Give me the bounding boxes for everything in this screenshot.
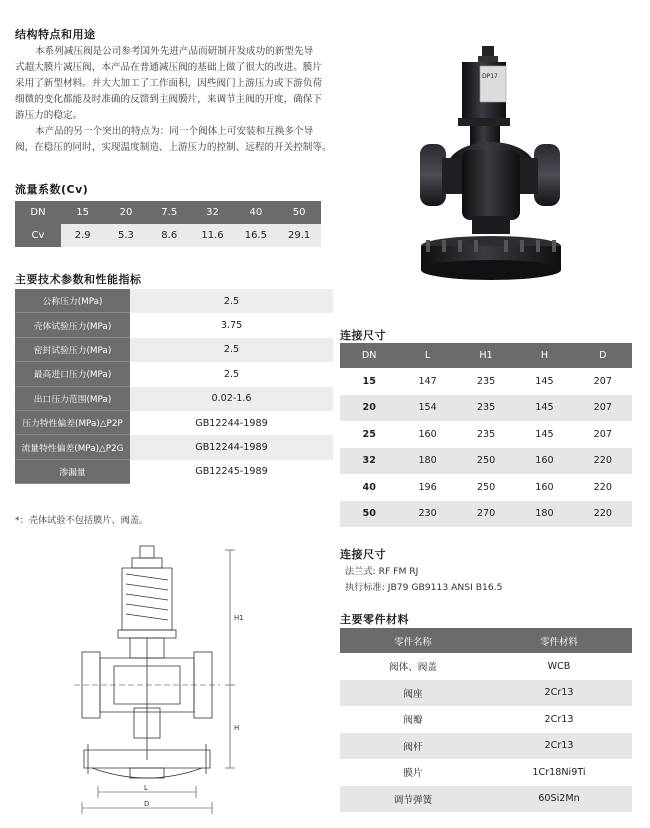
features-paragraph [15,44,335,156]
table-cell: 235 [476,402,496,414]
table-cell: WCB [547,660,571,672]
features-line: 本产品的另一个突出的特点为：同一个阀体上可安装和互换多个导 [35,126,314,137]
parts-table [340,628,632,812]
table-cell: 160 [535,455,554,467]
flow-label-dn: DN [30,207,46,218]
table-cell: 207 [593,428,612,440]
table-row [340,680,632,707]
table-cell: 50 [362,508,376,520]
features-title: 结构特点和用途 [15,28,96,41]
specs-row [15,313,333,337]
specs-value: 2.5 [223,344,240,356]
table-cell: 145 [535,375,554,387]
table-cell: 阀瓣 [403,715,423,727]
connection-header-cell: H [540,350,549,361]
flow-cell: 11.6 [201,230,224,241]
flow-cell: 15 [76,207,90,218]
table-cell: 阀杆 [403,741,423,753]
table-row [340,448,632,475]
product-photo [412,40,570,300]
technical-drawing [70,540,250,820]
specs-value: 2.5 [223,295,240,307]
table-cell: 膜片 [403,768,423,780]
features-line: 游压力的稳定。 [15,110,83,121]
connection-table [340,343,632,527]
table-cell: 阀座 [403,688,423,700]
connection-header-cell: D [599,350,607,361]
specs-note: *：壳体试验不包括膜片、阀盖。 [15,515,149,526]
flow-cell: 7.5 [161,207,178,218]
specs-label: 最高进口压力(MPa) [15,362,130,386]
specs-row [15,435,333,459]
table-cell: 20 [362,402,376,414]
table-cell: 2Cr13 [544,687,574,699]
table-cell: 235 [476,428,496,440]
specs-label: 出口压力范围(MPa) [15,387,130,411]
table-cell: 145 [535,428,554,440]
table-cell: 40 [362,481,376,493]
flow-cell: 2.9 [74,230,91,241]
flow-cell: 20 [119,207,133,218]
specs-value: 3.75 [220,320,243,332]
table-cell: 60Si2Mn [538,793,580,805]
table-row [340,368,632,395]
flow-cell: 40 [249,207,263,218]
table-cell: 阀体、阀盖 [389,662,437,674]
specs-value: 2.5 [223,368,240,380]
table-cell: 25 [362,428,376,440]
table-row [340,653,632,680]
dim-h: H [234,724,240,732]
photo-label: DP17 [482,73,498,80]
specs-row [15,460,333,484]
specs-label: 压力特性偏差(MPa)△P2P [15,411,130,435]
table-cell: 235 [476,375,496,387]
flow-cell: 29.1 [288,230,311,241]
dim-h1: H1 [234,614,244,622]
table-cell: 2Cr13 [544,740,574,752]
table-cell: 调节弹簧 [393,794,433,806]
flow-cell: 32 [206,207,219,218]
specs-table [15,289,333,484]
table-row [340,395,632,422]
table-cell: 180 [535,508,554,520]
table-cell: 196 [418,481,437,493]
table-cell: 32 [362,455,376,467]
connection-std-title: 连接尺寸 [340,548,386,561]
flow-cell: 16.5 [244,230,267,241]
flow-title: 流量系数(Cv) [15,183,89,196]
table-cell: 160 [535,481,554,493]
valve-section-drawing [70,540,250,820]
table-cell: 145 [535,402,554,414]
table-cell: 207 [593,375,612,387]
specs-value: GB12245-1989 [195,466,268,478]
specs-label: 公称压力(MPa) [15,289,130,313]
flow-label-cv: Cv [15,224,61,247]
table-cell: 160 [418,428,437,440]
specs-title: 主要技术参数和性能指标 [15,273,142,286]
specs-row [15,362,333,386]
connection-title: 连接尺寸 [340,329,386,342]
table-cell: 147 [418,375,437,387]
table-row [340,733,632,760]
connection-header [340,343,632,368]
flow-row-cv [15,224,321,247]
flow-cell: 5.3 [117,230,134,241]
table-cell: 15 [362,375,376,387]
connection-header-cell: L [424,350,431,361]
flange-types: 法兰式: RF FM RJ [345,566,419,577]
parts-header [340,628,632,653]
table-cell: 250 [476,481,496,493]
standards: 执行标准: JB79 GB9113 ANSI B16.5 [345,582,503,593]
specs-row [15,338,333,362]
parts-header-cell: 零件材料 [540,636,578,648]
flow-table [15,201,321,247]
table-cell: 250 [476,455,496,467]
specs-value: 0.02-1.6 [211,393,252,405]
specs-row [15,411,333,435]
table-cell: 220 [593,508,612,520]
flow-cell: 8.6 [161,230,178,241]
flow-cell: 50 [292,207,306,218]
features-line: 本系列减压阀是公司参考国外先进产品而研制开发成功的新型先导 [35,46,314,57]
table-cell: 270 [476,508,496,520]
features-line: 采用了新型材料。并大大加工了工作面积，因些阀门上游压力或下游负荷 [15,78,322,89]
parts-title: 主要零件材料 [340,613,409,626]
specs-label: 渗漏量 [15,460,130,484]
table-cell: 207 [593,402,612,414]
table-row [340,474,632,501]
dim-l: L [144,784,148,792]
table-row [340,501,632,528]
specs-value: GB12244-1989 [195,442,268,454]
specs-label: 壳体试验压力(MPa) [15,313,130,337]
specs-row [15,387,333,411]
connection-header-cell: DN [361,350,377,361]
table-row [340,706,632,733]
parts-header-cell: 零件名称 [394,636,432,648]
flow-row-dn [15,201,321,224]
table-cell: 1Cr18Ni9Ti [532,766,586,778]
table-row [340,759,632,786]
table-cell: 220 [593,455,612,467]
dim-d: D [144,800,150,808]
connection-header-cell: H1 [479,350,493,361]
table-cell: 154 [418,402,437,414]
table-row [340,421,632,448]
specs-row [15,289,333,313]
table-cell: 180 [418,455,437,467]
valve-photo-illustration [412,40,570,300]
table-row [340,786,632,813]
features-line: 阀，在稳压的同时，实现温度制造、上游压力的控制、远程的开关控制等。 [15,142,332,153]
table-cell: 230 [418,508,437,520]
features-line: 细微的变化都能及时准确的反馈到主阀膜片，来调节主阀的开度，确保下 [15,94,322,105]
features-line: 式超大膜片减压阀，本产品在普通减压阀的基础上做了很大的改进。膜片 [15,62,322,73]
specs-label: 密封试验压力(MPa) [15,338,130,362]
table-cell: 220 [593,481,612,493]
specs-label: 流量特性偏差(MPa)△P2G [15,435,130,459]
specs-value: GB12244-1989 [195,417,268,429]
table-cell: 2Cr13 [544,713,574,725]
